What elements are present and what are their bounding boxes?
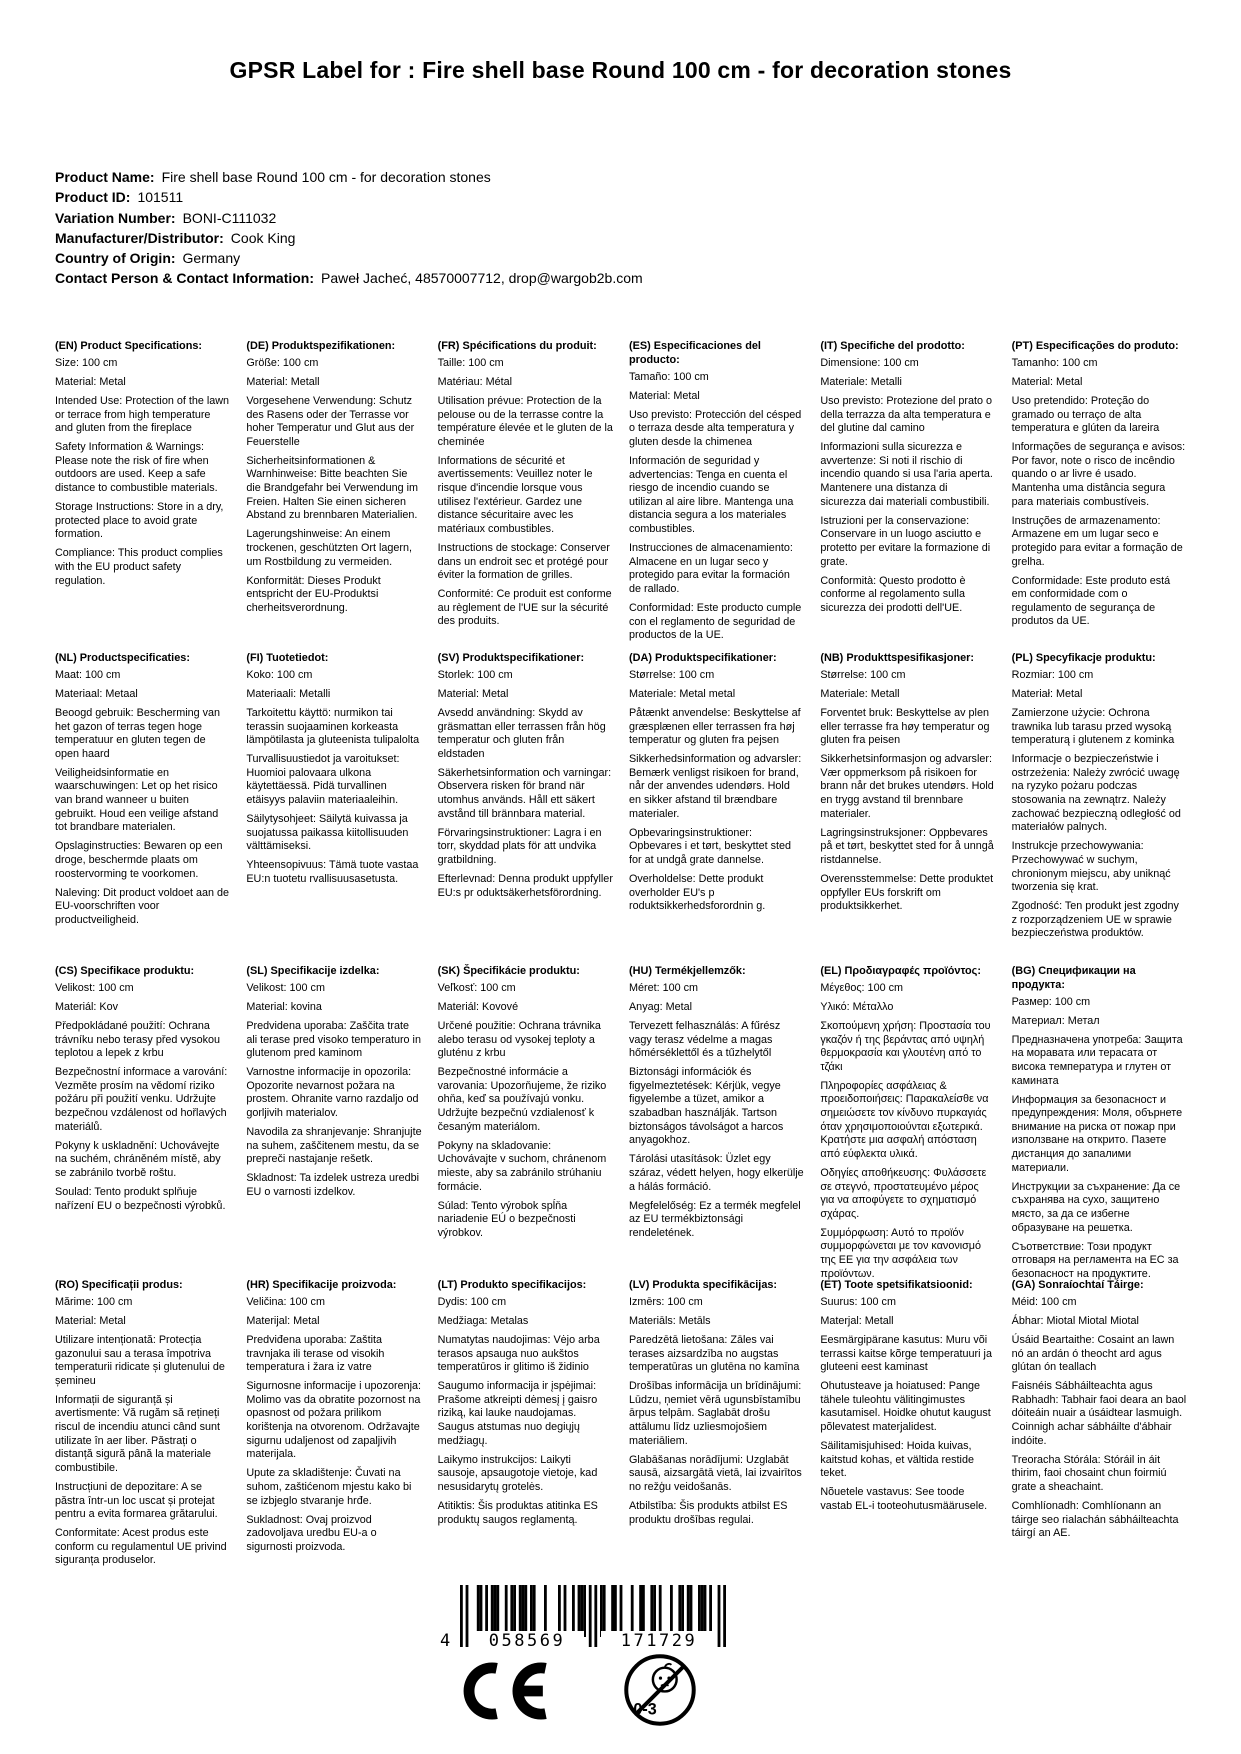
spec-paragraph: Overholdelse: Dette produkt overholder EU's p roduktsikkerhedsforordnin g.	[628, 873, 766, 913]
spec-paragraph: Súlad: Tento výrobok spĺňa nariadenie EÚ o bezpečnosti výrobkov.	[437, 1199, 576, 1239]
spec-paragraph: Veličina: 100 cm	[246, 1295, 325, 1308]
spec-paragraph: Opbevaringsinstruktioner: Opbevares i et tørt, beskyttet sted for at undgå grate dannelse.	[628, 826, 792, 866]
spec-paragraph: Velikost: 100 cm	[246, 981, 325, 994]
spec-paragraph: Compliance: This product complies with the EU product safety regulation.	[55, 547, 223, 587]
field-value: Germany	[182, 250, 241, 267]
spec-paragraph: Størrelse: 100 cm	[628, 668, 715, 681]
spec-paragraph: Informations de sécurité et avertissements: Veuillez noter le risque d'incendie lorsque vous utilisez l'extérieur. Gardez une distance sécuritaire avec les matériaux combustibles.	[437, 454, 593, 535]
spec-paragraph: Efterlevnad: Denna produkt uppfyller EU:s pr oduktsäkerhetsförordning.	[437, 873, 613, 899]
lang-block-heading-cs: (CS) Specifikace produktu:	[55, 965, 195, 977]
spec-paragraph: Utilisation prévue: Protection de la pelouse ou de la terrasse contre la température élevée et le gluten de la cheminée	[437, 394, 613, 448]
spec-paragraph: Størrelse: 100 cm	[820, 668, 906, 681]
spec-paragraph: Vorgesehene Verwendung: Schutz des Rasens oder der Terrasse vor hoher Temperatur und Glut aus der Feuerstelle	[246, 394, 415, 448]
lang-block-pl	[1012, 652, 1187, 946]
spec-paragraph: Предназначена употреба: Защита на моравата или терасата от висока температура и глутен от камината	[1011, 1033, 1183, 1087]
spec-paragraph: Bezpečnostné informácie a varovania: Upozorňujeme, že riziko ohňa, keď sa používajú vonku. Udržujte bezpečnú vzdialenosť k česaným materiálom.	[437, 1066, 607, 1133]
field-value: Paweł Jacheć, 48570007712, drop@wargob2b.com	[321, 270, 643, 287]
spec-paragraph: Informații de siguranță și avertismente: Vă rugăm să rețineți riscul de incendiu atunci când sunt utilizate în aer liber. Păstrați o distanță sigură până la materiale combustibile.	[55, 1393, 221, 1474]
lang-block-sl	[246, 965, 421, 1205]
spec-paragraph: Comhlíonadh: Comhlíonann an táirge seo rialachán sábháilteachta táirgí an AE.	[1011, 1500, 1179, 1540]
spec-paragraph: Rozmiar: 100 cm	[1011, 668, 1094, 681]
lang-block-heading-sl: (SL) Specifikacije izdelka:	[246, 965, 380, 977]
spec-paragraph: Conformité: Ce produit est conforme au règlement de l'UE sur la sécurité des produits.	[437, 588, 612, 628]
lang-block-lt	[438, 1279, 613, 1533]
spec-paragraph: Sukladnost: Ovaj proizvod zadovoljava uredbu EU-a o sigurnosti proizvoda.	[246, 1513, 377, 1553]
spec-paragraph: Informazioni sulla sicurezza e avvertenze: Si noti il rischio di incendio quando si usa l'aria aperta. Mantenere una distanza di sicurezza dai materiali combustibili.	[820, 441, 993, 508]
field-label: Manufacturer/Distributor:	[55, 229, 224, 246]
spec-paragraph: Material: Metal	[55, 1314, 126, 1327]
product-info-row	[55, 208, 643, 228]
product-info-row	[55, 187, 643, 207]
spec-paragraph: Biztonsági információk és figyelmeztetések: Kérjük, vegye figyelembe a tüzet, amikor a szabadban használják. Tartson biztonságos távolságot a harcos anyagokhoz.	[628, 1066, 784, 1147]
field-value: Fire shell base Round 100 cm - for decoration stones	[161, 169, 491, 185]
spec-paragraph: Συμμόρφωση: Αυτό το προϊόν συμμορφώνεται με τον κανονισμό της ΕΕ για την ασφάλεια των προϊόντων.	[820, 1226, 982, 1280]
spec-paragraph: Инструкции за съхранение: Да се съхранява на сухо, защитено място, за да се избегне образуване на решетка.	[1011, 1180, 1181, 1234]
lang-block-da	[629, 652, 804, 919]
spec-paragraph: Beoogd gebruik: Bescherming van het gazon of terras tegen hoge temperatuur en gluten tegen de open haard	[55, 706, 221, 760]
spec-paragraph: Drošības informācija un brīdinājumi: Lūdzu, ņemiet vērā ugunsbīstamību ārpus telpām. Saglabāt drošu attālumu līdz uzliesmojošiem materiāliem.	[628, 1380, 802, 1447]
lang-block-heading-ga: (GA) Sonraíochtaí Táirge:	[1011, 1279, 1144, 1291]
spec-paragraph: Treoracha Stórála: Stóráil in áit thirim, faoi chosaint chun foirmiú grate a sheachaint.	[1011, 1453, 1167, 1493]
spec-paragraph: Säilytysohjeet: Säilytä kuivassa ja suojatussa paikassa kiitollisuuden välttämiseksi.	[246, 813, 409, 853]
spec-paragraph: Информация за безопасност и предупреждения: Моля, обърнете внимание на риска от пожар при използване на открито. Пазете дистанция до запалими материали.	[1011, 1093, 1183, 1174]
lang-block-heading-it: (IT) Specifiche del prodotto:	[820, 340, 965, 352]
spec-paragraph: Paredzētā lietošana: Zāles vai terases aizsardzība no augstas temperatūras un glutēna no kamīna	[628, 1333, 800, 1374]
spec-paragraph: Storlek: 100 cm	[437, 668, 513, 681]
spec-paragraph: Instruções de armazenamento: Armazene em um lugar seco e protegido para evitar a formação de grelha.	[1011, 514, 1183, 568]
spec-paragraph: Οδηγίες αποθήκευσης: Φυλάσσετε σε στεγνό, προστατευμένο μέρος για να αποφύγετε το σχηματισμό σχάρας.	[820, 1166, 987, 1220]
spec-paragraph: Skladnost: Ta izdelek ustreza uredbi EU o varnosti izdelkov.	[246, 1172, 419, 1199]
spec-paragraph: Tamanho: 100 cm	[1011, 356, 1098, 369]
spec-paragraph: Zgodność: Ten produkt jest zgodny z rozporządzeniem UE w sprawie bezpieczeństwa produktów.	[1011, 900, 1179, 940]
lang-block-heading-bg: (BG) Спецификации на продукта:	[1011, 965, 1136, 991]
spec-paragraph: Konformität: Dieses Produkt entspricht der EU-Produktsi cherheitsverordnung.	[246, 574, 381, 614]
spec-paragraph: Istruzioni per la conservazione: Conservare in un luogo asciutto e protetto per evitare la formazione di grate.	[820, 514, 991, 568]
spec-paragraph: Tamaño: 100 cm	[628, 370, 709, 383]
lang-block-ro	[55, 1279, 230, 1573]
spec-row-2	[55, 652, 1187, 946]
spec-paragraph: Medžiaga: Metalas	[437, 1314, 529, 1327]
lang-block-heading-fr: (FR) Spécifications du produit:	[437, 340, 597, 352]
product-info-row	[55, 248, 643, 268]
spec-paragraph: Intended Use: Protection of the lawn or terrace from high temperature and gluten from the fireplace	[55, 394, 230, 435]
spec-paragraph: Instrukcje przechowywania: Przechowywać w suchym, chronionym miejscu, aby uniknąć tworzenia się krat.	[1011, 840, 1171, 894]
lang-block-cs	[55, 965, 230, 1219]
spec-row-4	[55, 1279, 1187, 1573]
lang-block-heading-el: (EL) Προδιαγραφές προϊόντος:	[820, 965, 981, 977]
spec-paragraph: Tervezett felhasználás: A fűrész vagy terasz védelme a magas hőmérséklettől és a tűzhelytől	[628, 1019, 781, 1060]
lang-block-heading-da: (DA) Produktspecifikationer:	[628, 652, 777, 664]
spec-paragraph: Numatytas naudojimas: Vėjo arba terasos apsauga nuo aukštos temperatūros ir glitimo iš židinio	[437, 1333, 600, 1374]
spec-paragraph: Förvaringsinstruktioner: Lagra i en torr, skyddad plats för att undvika gratbildning.	[437, 826, 602, 866]
field-label: Product ID:	[55, 189, 131, 206]
spec-paragraph: Ohutusteave ja hoiatused: Pange tähele tuleohtu välitingimustes kasutamisel. Hoidke ohutut kaugust põlevatest materjalidest.	[820, 1380, 991, 1434]
field-label: Country of Origin:	[55, 250, 176, 267]
age-warning-0-3-icon	[622, 1652, 698, 1728]
spec-paragraph: Tarkoitettu käyttö: nurmikon tai terassin suojaaminen korkeasta lämpötilasta ja gluteenista tulipalolta	[246, 706, 420, 747]
spec-paragraph: Izmērs: 100 cm	[628, 1295, 703, 1308]
spec-paragraph: Yhteensopivuus: Tämä tuote vastaa EU:n tuotetu rvallisuusasetusta.	[246, 859, 419, 886]
spec-paragraph: Overensstemmelse: Dette produktet oppfyller EUs forskrift om produktsikkerhet.	[820, 873, 994, 913]
spec-paragraph: Avsedd användning: Skydd av gräsmattan eller terrassen från hög temperatur och gluten från eldstaden	[437, 706, 606, 760]
product-info-row	[55, 167, 643, 187]
spec-paragraph: Dydis: 100 cm	[437, 1295, 507, 1308]
spec-paragraph: Velikost: 100 cm	[55, 981, 134, 994]
spec-paragraph: Predvidena uporaba: Zaščita trate ali terase pred visoko temperaturo in glutenom pred kaminom	[246, 1019, 421, 1060]
spec-paragraph: Megfelelőség: Ez a termék megfelel az EU termékbiztonsági rendeletének.	[628, 1199, 801, 1239]
spec-paragraph: Materijal: Metal	[246, 1314, 320, 1327]
page-title: GPSR Label for : Fire shell base Round 100 cm - for decoration stones	[229, 57, 1012, 83]
spec-paragraph: Säkerhetsinformation och varningar: Observera risken för brand när utomhus används. Håll ett säkert avstånd till brännbara material.	[437, 766, 612, 820]
lang-block-heading-de: (DE) Produktspezifikationen:	[246, 340, 396, 352]
spec-paragraph: Material: Metal	[437, 687, 509, 700]
lang-block-heading-pt: (PT) Especificações do produto:	[1011, 340, 1179, 352]
lang-block-heading-lv: (LV) Produkta specifikācijas:	[628, 1279, 778, 1291]
spec-paragraph: Koko: 100 cm	[246, 668, 313, 681]
spec-paragraph: Atitiktis: Šis produktas atitinka ES produktų saugos reglamentą.	[437, 1500, 598, 1526]
spec-paragraph: Lagringsinstruksjoner: Oppbevares på et tørt, beskyttet sted for å unngå ristdannelse.	[820, 826, 994, 866]
spec-paragraph: Méret: 100 cm	[628, 981, 698, 994]
lang-block-heading-es: (ES) Especificaciones del producto:	[628, 340, 761, 366]
spec-paragraph: Uso previsto: Protección del césped o terraza desde alta temperatura y gluten desde la chimenea	[628, 408, 802, 448]
spec-paragraph: Veiligheidsinformatie en waarschuwingen: Let op het risico van brand wanneer u buiten gebruikt. Houd een veilige afstand tot brandbare materialen.	[55, 766, 219, 834]
spec-paragraph: Glabāšanas norādījumi: Uzglabāt sausā, aizsargātā vietā, lai izvairītos no režģu veidošanās.	[628, 1453, 802, 1493]
spec-paragraph: Forventet bruk: Beskyttelse av plen eller terrasse fra høy temperatur og gluten fra peisen	[820, 706, 990, 747]
spec-paragraph: Faisnéis Sábháilteachta agus Rabhadh: Tabhair faoi deara an baol dóiteáin nuair a úsáidtear lasmuigh. Coinnigh achar sábháilte d'ábhair indóite.	[1011, 1380, 1187, 1447]
lang-block-heading-lt: (LT) Produkto specifikacijos:	[437, 1279, 587, 1291]
spec-paragraph: Naleving: Dit product voldoet aan de EU-voorschriften voor productveiligheid.	[55, 886, 230, 926]
spec-paragraph: Съответствие: Този продукт отговаря на регламента на ЕС за безопасност на продуктите.	[1011, 1240, 1179, 1280]
lang-block-sv	[438, 652, 613, 906]
spec-paragraph: Určené použitie: Ochrana trávnika alebo terasu od vysokej teploty a gluténu z krbu	[437, 1019, 601, 1060]
spec-paragraph: Instrucciones de almacenamiento: Almacene en un lugar seco y protegido para evitar la formación de rallado.	[628, 542, 793, 595]
lang-block-heading-pl: (PL) Specyfikacje produktu:	[1011, 652, 1156, 664]
spec-paragraph: Soulad: Tento produkt splňuje nařízení EU o bezpečnosti výrobků.	[55, 1186, 226, 1212]
barcode-digit-lead: 4	[440, 1631, 451, 1651]
spec-paragraph: Atbilstība: Šis produkts atbilst ES produktu drošības regulai.	[628, 1500, 788, 1526]
spec-paragraph: Informações de segurança e avisos: Por favor, note o risco de incêndio quando o ar livre é usado. Mantenha uma distância segura para materiais combustíveis.	[1011, 441, 1186, 508]
lang-block-heading-sv: (SV) Produktspecifikationer:	[437, 652, 585, 664]
spec-paragraph: Materiál: Kov	[55, 1000, 119, 1013]
lang-block-fi	[246, 652, 421, 892]
spec-paragraph: Materiał: Metal	[1011, 687, 1083, 700]
spec-paragraph: Materiaali: Metalli	[246, 687, 331, 700]
spec-paragraph: Sicherheitsinformationen & Warnhinweise: Bitte beachten Sie die Brandgefahr bei Verwendung im Freien. Halten Sie einen sicheren Abstand zu brennbaren Materialien.	[246, 454, 418, 522]
spec-paragraph: Conformidad: Este producto cumple con el reglamento de seguridad de productos de la UE.	[628, 602, 802, 642]
spec-paragraph: Turvallisuustiedot ja varoitukset: Huomioi palovaara ulkona käytettäessä. Pidä turvallinen etäisyys palaviin materiaaleihin.	[246, 753, 400, 807]
ce-mark-icon	[455, 1662, 551, 1720]
spec-paragraph: Conformidade: Este produto está em conformidade com o regulamento de segurança de produtos da UE.	[1011, 574, 1171, 628]
spec-paragraph: Uso previsto: Protezione del prato o della terrazza da alta temperatura e del glutine dal camino	[820, 394, 992, 435]
spec-paragraph: Sikkerhetsinformasjon og advarsler: Vær oppmerksom på risikoen for brann når det brukes utendørs. Hold en trygg avstand til brennbare materialer.	[820, 753, 994, 820]
spec-paragraph: Materiāls: Metāls	[628, 1314, 711, 1327]
spec-paragraph: Материал: Метал	[1011, 1014, 1100, 1027]
spec-paragraph: Размер: 100 cm	[1011, 995, 1091, 1008]
lang-block-heading-et: (ET) Toote spetsifikatsioonid:	[820, 1279, 973, 1291]
spec-paragraph: Storage Instructions: Store in a dry, protected place to avoid grate formation.	[55, 501, 224, 541]
ean13-barcode	[440, 1585, 726, 1651]
spec-paragraph: Uso pretendido: Proteção do gramado ou terraço de alta temperatura e glúten da lareira	[1011, 394, 1160, 435]
product-info-row	[55, 268, 643, 288]
spec-paragraph: Materiale: Metal metal	[628, 687, 736, 700]
spec-paragraph: Upute za skladištenje: Čuvati na suhom, zaštićenom mjestu kako bi se izbjeglo stvaranje hrđe.	[246, 1467, 412, 1507]
spec-paragraph: Nõuetele vastavus: See toode vastab EL-i tooteohutusmäärusele.	[820, 1486, 988, 1513]
spec-paragraph: Materiaal: Metaal	[55, 687, 138, 700]
spec-paragraph: Material: Metal	[1011, 375, 1083, 388]
spec-paragraph: Material: kovina	[246, 1000, 322, 1013]
lang-block-heading-ro: (RO) Specificații produs:	[55, 1279, 183, 1291]
spec-paragraph: Información de seguridad y advertencias: Tenga en cuenta el riesgo de incendio cuando se utilizan al aire libre. Mantenga una distancia segura a los materiales combustibles.	[628, 455, 794, 536]
spec-paragraph: Pokyny na skladovanie: Uchovávajte v suchom, chránenom mieste, aby sa zabránilo strúhaniu formácie.	[437, 1139, 607, 1193]
spec-paragraph: Påtænkt anvendelse: Beskyttelse af græsplænen eller terrassen fra høj temperatur og gluten fra pejsen	[628, 706, 801, 747]
barcode-digits-left: 058569	[470, 1631, 584, 1651]
lang-block-de	[246, 340, 421, 621]
spec-paragraph: Eesmärgipärane kasutus: Muru või terrassi kaitse kõrge temperatuuri ja gluteeni eest kaminast	[820, 1333, 992, 1374]
spec-paragraph: Materiál: Kovové	[437, 1000, 519, 1013]
spec-paragraph: Lagerungshinweise: An einem trockenen, geschützten Ort lagern, um Rostbildung zu vermeiden.	[246, 528, 412, 568]
spec-paragraph: Materiale: Metall	[820, 687, 900, 700]
spec-paragraph: Πληροφορίες ασφάλειας & προειδοποιήσεις: Παρακαλείσθε να σημειώσετε τον κίνδυνο πυρκαγιάς όταν χρησιμοποιούνται εξωτερικά. Κρατήστε μια ασφαλή απόσταση από εύφλεκτα υλικά.	[820, 1079, 989, 1160]
lang-block-hr	[246, 1279, 421, 1560]
spec-row-1	[55, 340, 1187, 648]
spec-paragraph: Suurus: 100 cm	[820, 1295, 896, 1308]
spec-paragraph: Sikkerhedsinformation og advarsler: Bemærk venligst risikoen for brand, når der anvendes udendørs. Hold en sikker afstand til brændbare materialer.	[628, 753, 802, 820]
lang-block-heading-sk: (SK) Špecifikácie produktu:	[437, 965, 580, 977]
lang-block-bg	[1012, 965, 1187, 1287]
spec-paragraph: Größe: 100 cm	[246, 356, 319, 369]
field-value: BONI-C111032	[182, 209, 277, 226]
lang-block-heading-nb: (NB) Produkttspesifikasjoner:	[820, 652, 975, 664]
spec-paragraph: Navodila za shranjevanje: Shranjujte na suhem, zaščitenem mestu, da se prepreči nastajanje rešetk.	[246, 1126, 422, 1166]
spec-paragraph: Säilitamisjuhised: Hoida kuivas, kaitstud kohas, et vältida restide teket.	[820, 1440, 974, 1480]
spec-paragraph: Taille: 100 cm	[437, 356, 504, 369]
lang-block-sk	[438, 965, 613, 1246]
spec-paragraph: Tárolási utasítások: Üzlet egy száraz, védett helyen, hogy elkerülje a hálás formáció.	[628, 1153, 804, 1193]
spec-paragraph: Ábhar: Miotal Miotal Miotal	[1011, 1314, 1139, 1327]
product-info-row	[55, 228, 643, 248]
lang-block-heading-hr: (HR) Specifikacije proizvoda:	[246, 1279, 397, 1291]
spec-paragraph: Instrucțiuni de depozitare: A se păstra într-un loc uscat și protejat pentru a evita formarea grătarului.	[55, 1480, 218, 1521]
lang-block-el	[820, 965, 995, 1287]
spec-paragraph: Anyag: Metal	[628, 1000, 692, 1013]
spec-paragraph: Material: Metall	[246, 375, 320, 388]
spec-paragraph: Varnostne informacije in opozorila: Opozorite nevarnost požara na prostem. Ohranite varno razdaljo od gorljivih materialov.	[246, 1066, 419, 1120]
spec-paragraph: Mărime: 100 cm	[55, 1295, 133, 1308]
spec-paragraph: Instructions de stockage: Conserver dans un endroit sec et protégé pour éviter la formation de grilles.	[437, 541, 610, 582]
spec-paragraph: Materjal: Metall	[820, 1314, 894, 1327]
spec-row-3	[55, 965, 1187, 1287]
field-label: Product Name:	[55, 169, 155, 185]
lang-block-fr	[438, 340, 613, 634]
lang-block-heading-nl: (NL) Productspecificaties:	[55, 652, 190, 664]
lang-block-pt	[1012, 340, 1187, 634]
spec-paragraph: Bezpečnostní informace a varování: Vezměte prosím na vědomí riziko požáru při použití venku. Udržujte bezpečnou vzdálenost od hořlavých materiálů.	[55, 1066, 228, 1133]
lang-block-lv	[629, 1279, 804, 1533]
spec-paragraph: Opslaginstructies: Bewaren op een droge, beschermde plaats om roostervorming te voorkomen.	[55, 840, 223, 880]
spec-paragraph: Predviđena uporaba: Zaštita travnjaka ili terase od visokih temperatura i žara iz vatre	[246, 1333, 385, 1374]
spec-paragraph: Zamierzone użycie: Ochrona trawnika lub tarasu przed wysoką temperaturą i glutenem z kominka	[1011, 706, 1175, 747]
spec-paragraph: Utilizare intenționată: Protecția gazonului sau a terasa împotriva temperaturii ridicate și glutenului de șemineu	[55, 1333, 225, 1387]
spec-paragraph: Úsáid Beartaithe: Cosaint an lawn nó an ardán ó theocht ard agus glútan ón teallach	[1011, 1333, 1175, 1374]
age-range-text: 0-3	[633, 1700, 657, 1719]
lang-block-en	[55, 340, 230, 594]
spec-paragraph: Pokyny k uskladnění: Uchovávejte na suchém, chráněném místě, aby se zabránilo tvorbě roštu.	[55, 1139, 221, 1179]
spec-paragraph: Laikymo instrukcijos: Laikyti sausoje, apsaugotoje vietoje, kad nesusidarytų grotelės.	[437, 1453, 598, 1493]
spec-paragraph: Safety Information & Warnings: Please note the risk of fire when outdoors are used. Keep a safe distance to combustible materials.	[55, 441, 218, 495]
field-label: Variation Number:	[55, 209, 176, 226]
lang-block-es	[629, 340, 804, 648]
lang-block-nl	[55, 652, 230, 933]
spec-paragraph: Dimensione: 100 cm	[820, 356, 919, 369]
product-info	[55, 167, 643, 289]
spec-paragraph: Σκοπούμενη χρήση: Προστασία του γκαζόν ή της βεράντας από υψηλή θερμοκρασία και γλουτένη από το τζάκι	[820, 1019, 991, 1073]
field-label: Contact Person & Contact Information:	[55, 270, 315, 287]
lang-block-heading-en: (EN) Product Specifications:	[55, 340, 203, 352]
spec-paragraph: Informacje o bezpieczeństwie i ostrzeżenia: Należy zwrócić uwagę na ryzyko pożaru podczas stosowania na zewnątrz. Należy zachować bezpieczną odległość od materiałów palnych.	[1011, 753, 1181, 834]
spec-paragraph: Maat: 100 cm	[55, 668, 121, 681]
lang-block-nb	[820, 652, 995, 919]
spec-paragraph: Conformità: Questo prodotto è conforme al regolamento sulla sicurezza dei prodotti dell'UE.	[820, 574, 966, 614]
lang-block-et	[820, 1279, 995, 1519]
lang-block-hu	[629, 965, 804, 1246]
spec-paragraph: Matériau: Métal	[437, 375, 513, 388]
spec-paragraph: Υλικό: Μέταλλο	[820, 1000, 894, 1013]
lang-block-heading-fi: (FI) Tuotetiedot:	[246, 652, 329, 664]
spec-paragraph: Méid: 100 cm	[1011, 1295, 1077, 1308]
spec-paragraph: Material: Metal	[628, 389, 700, 402]
field-value: 101511	[137, 189, 184, 206]
spec-paragraph: Saugumo informacija ir įspėjimai: Prašome atkreipti dėmesį į gaisro riziką, kai lauke naudojamas. Saugus atstumas nuo degiųjų medžiagų.	[437, 1380, 598, 1447]
spec-paragraph: Materiale: Metalli	[820, 375, 902, 388]
lang-block-it	[820, 340, 995, 621]
lang-block-ga	[1012, 1279, 1187, 1546]
spec-paragraph: Size: 100 cm	[55, 356, 118, 369]
spec-paragraph: Material: Metal	[55, 375, 126, 388]
spec-paragraph: Conformitate: Acest produs este conform cu regulamentul UE privind siguranța produselor.	[55, 1527, 227, 1567]
spec-paragraph: Sigurnosne informacije i upozorenja: Molimo vas da obratite pozornost na opasnost od požara prilikom korištenja na otvorenom. Održavajte sigurnu udaljenost od zapaljivih materijala.	[246, 1380, 421, 1461]
lang-block-heading-hu: (HU) Termékjellemzők:	[628, 965, 746, 977]
barcode-digits-right: 171729	[601, 1631, 717, 1651]
spec-paragraph: Μέγεθος: 100 cm	[820, 981, 903, 994]
spec-paragraph: Předpokládané použití: Ochrana trávníku nebo terasy před vysokou teplotou a lepek z krbu	[55, 1019, 221, 1060]
field-value: Cook King	[230, 229, 296, 246]
spec-paragraph: Veľkosť: 100 cm	[437, 981, 516, 994]
